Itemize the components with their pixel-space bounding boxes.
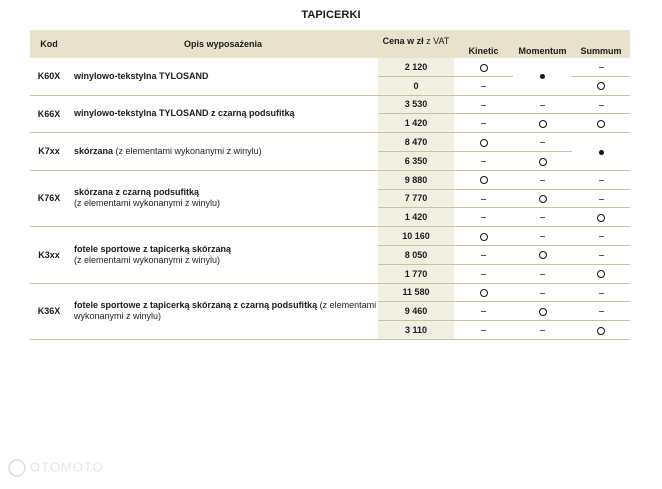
summum-dot-icon [599, 150, 604, 155]
summum-cell [572, 58, 630, 76]
momentum-dash-icon [540, 330, 545, 331]
summum-circle-icon [597, 327, 605, 335]
summum-cell [572, 227, 630, 246]
option-code: K66X [30, 95, 68, 133]
price-cell: 2 120 [378, 58, 454, 76]
summum-cell [572, 264, 630, 283]
header-kinetic: Kinetic [454, 30, 513, 58]
watermark [8, 459, 104, 477]
summum-dash-icon [599, 311, 604, 312]
momentum-cell [513, 302, 572, 321]
price-cell: 0 [378, 76, 454, 95]
kinetic-dash-icon [481, 217, 486, 218]
kinetic-cell [454, 76, 513, 95]
price-cell: 1 420 [378, 208, 454, 227]
summum-cell [572, 114, 630, 133]
table-row [30, 95, 630, 114]
kinetic-dash-icon [481, 274, 486, 275]
momentum-cell [513, 283, 572, 302]
summum-circle-icon [597, 120, 605, 128]
momentum-dash-icon [540, 217, 545, 218]
summum-dash-icon [599, 105, 604, 106]
summum-circle-icon [597, 82, 605, 90]
kinetic-cell [454, 264, 513, 283]
momentum-cell [513, 189, 572, 208]
kinetic-cell [454, 58, 513, 76]
watermark-text: OTOMOTO [30, 459, 104, 475]
price-cell: 11 580 [378, 283, 454, 302]
kinetic-dash-icon [481, 199, 486, 200]
option-code: K60X [30, 58, 68, 95]
summum-cell [572, 76, 630, 95]
option-description [68, 58, 378, 95]
price-cell: 3 530 [378, 95, 454, 114]
price-cell: 7 770 [378, 189, 454, 208]
momentum-cell [513, 58, 572, 95]
summum-cell [572, 170, 630, 189]
price-cell: 3 110 [378, 321, 454, 340]
option-description [68, 95, 378, 133]
kinetic-dash-icon [481, 161, 486, 162]
summum-cell [572, 283, 630, 302]
summum-cell [572, 133, 630, 171]
kinetic-cell [454, 245, 513, 264]
momentum-cell [513, 95, 572, 114]
momentum-dash-icon [540, 142, 545, 143]
price-cell: 10 160 [378, 227, 454, 246]
kinetic-cell [454, 151, 513, 170]
header-summum: Summum [572, 30, 630, 58]
summum-cell [572, 321, 630, 340]
momentum-dash-icon [540, 105, 545, 106]
option-description [68, 227, 378, 283]
option-description [68, 133, 378, 171]
table-row [30, 133, 630, 152]
table-row [30, 58, 630, 76]
kinetic-cell [454, 170, 513, 189]
header-price [378, 30, 454, 58]
watermark-logo-icon [8, 459, 26, 477]
option-code: K76X [30, 170, 68, 226]
summum-cell [572, 208, 630, 227]
table-row [30, 170, 630, 189]
momentum-cell [513, 151, 572, 170]
price-cell: 6 350 [378, 151, 454, 170]
momentum-dash-icon [540, 236, 545, 237]
description-main: fotele sportowe z tapicerką skórzaną [74, 243, 232, 254]
momentum-cell [513, 114, 572, 133]
summum-dash-icon [599, 255, 604, 256]
summum-circle-icon [597, 270, 605, 278]
momentum-cell [513, 321, 572, 340]
kinetic-cell [454, 208, 513, 227]
price-cell: 1 770 [378, 264, 454, 283]
price-cell: 9 460 [378, 302, 454, 321]
header-code: Kod [30, 30, 68, 58]
kinetic-dash-icon [481, 311, 486, 312]
kinetic-circle-icon [480, 64, 488, 72]
description-note: (z elementami wykonanymi z winylu) [74, 254, 221, 265]
header-price-main: Cena w zł [382, 36, 424, 46]
momentum-circle-icon [539, 308, 547, 316]
description-main: winylowo-tekstylna TYLOSAND z czarną podsufitką [74, 108, 295, 119]
kinetic-dash-icon [481, 123, 486, 124]
kinetic-dash-icon [481, 105, 486, 106]
momentum-dash-icon [540, 293, 545, 294]
header-description: Opis wyposażenia [68, 30, 378, 58]
description-main: skórzana z czarną podsufitką [74, 187, 200, 198]
kinetic-cell [454, 321, 513, 340]
description-main: skórzana [74, 145, 114, 156]
kinetic-cell [454, 227, 513, 246]
summum-dash-icon [599, 199, 604, 200]
option-description [68, 283, 378, 339]
header-price-vat: z VAT [426, 36, 450, 46]
summum-dash-icon [599, 180, 604, 181]
kinetic-circle-icon [480, 289, 488, 297]
upholstery-price-table [30, 30, 630, 340]
option-description [68, 170, 378, 226]
description-note: (z elementami wykonanymi z winylu) [74, 198, 221, 209]
table-row [30, 283, 630, 302]
price-cell: 1 420 [378, 114, 454, 133]
description-main: fotele sportowe z tapicerką skórzaną z czarną podsufitką [74, 300, 318, 311]
momentum-cell [513, 227, 572, 246]
summum-cell [572, 189, 630, 208]
table-title: TAPICERKI [301, 9, 361, 21]
momentum-dot-icon [540, 74, 545, 79]
momentum-circle-icon [539, 120, 547, 128]
momentum-circle-icon [539, 251, 547, 259]
price-cell: 8 050 [378, 245, 454, 264]
momentum-circle-icon [539, 195, 547, 203]
summum-cell [572, 95, 630, 114]
summum-cell [572, 245, 630, 264]
summum-dash-icon [599, 67, 604, 68]
option-code: K7xx [30, 133, 68, 171]
table-body [30, 58, 630, 339]
kinetic-dash-icon [481, 86, 486, 87]
kinetic-circle-icon [480, 176, 488, 184]
momentum-cell [513, 170, 572, 189]
kinetic-dash-icon [481, 255, 486, 256]
summum-cell [572, 302, 630, 321]
table-row [30, 227, 630, 246]
momentum-cell [513, 264, 572, 283]
price-cell: 8 470 [378, 133, 454, 152]
summum-circle-icon [597, 214, 605, 222]
kinetic-cell [454, 302, 513, 321]
description-note: (z elementami wykonanymi z winylu) [74, 300, 377, 322]
option-code: K3xx [30, 227, 68, 283]
momentum-cell [513, 133, 572, 152]
kinetic-cell [454, 283, 513, 302]
summum-dash-icon [599, 293, 604, 294]
kinetic-circle-icon [480, 233, 488, 241]
kinetic-cell [454, 114, 513, 133]
summum-dash-icon [599, 236, 604, 237]
kinetic-cell [454, 189, 513, 208]
price-cell: 9 880 [378, 170, 454, 189]
momentum-dash-icon [540, 274, 545, 275]
description-main: winylowo-tekstylna TYLOSAND [74, 70, 209, 81]
kinetic-cell [454, 95, 513, 114]
header-momentum: Momentum [513, 30, 572, 58]
kinetic-circle-icon [480, 139, 488, 147]
kinetic-dash-icon [481, 330, 486, 331]
momentum-cell [513, 208, 572, 227]
momentum-dash-icon [540, 180, 545, 181]
description-note: (z elementami wykonanymi z winylu) [113, 145, 262, 156]
kinetic-cell [454, 133, 513, 152]
momentum-cell [513, 245, 572, 264]
momentum-circle-icon [539, 158, 547, 166]
option-code: K36X [30, 283, 68, 339]
